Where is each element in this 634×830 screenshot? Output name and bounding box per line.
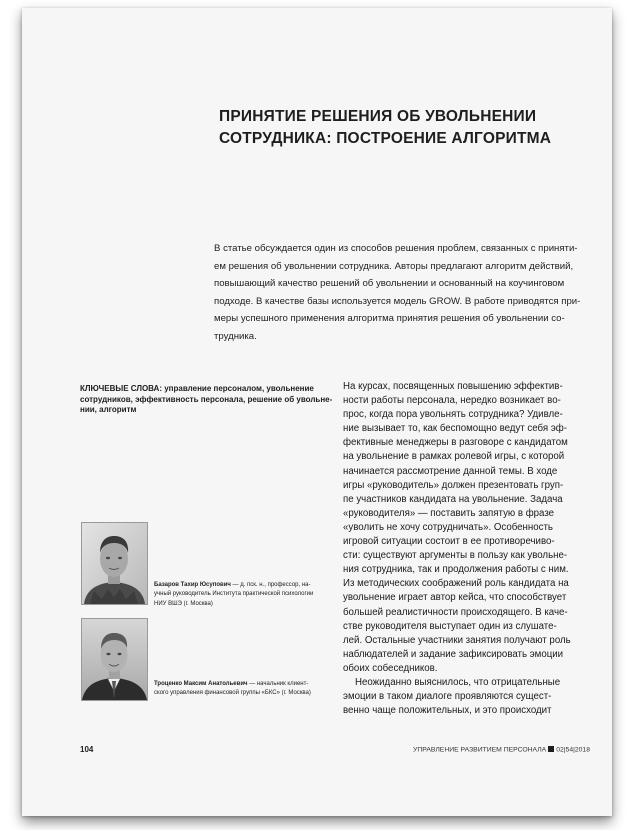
body-line: Неожиданно выяснилось, что отрицательные [355,676,561,688]
author-desc: учный руководитель Института практической психологии [154,591,314,598]
body-line: Из методических соображений роль кандидата на [343,578,569,590]
body-line: игры «руководитель» должен презентовать груп- [343,479,564,491]
body-line: на увольнение в рамках ролевой игры, с которой [343,451,565,463]
title-line: СОТРУДНИКА: ПОСТРОЕНИЕ АЛГОРИТМА [219,130,552,147]
body-line: ности работы персонала, нередко возникает во- [343,395,561,407]
body-line: венно чаще положительных, и это происходит [343,705,552,717]
abstract-line: трудника. [214,330,257,342]
body-line: прос, когда пора увольнять сотрудника? Удивле- [343,409,563,421]
keywords-line: нии, алгоритм [80,405,137,414]
author-bio [154,680,332,699]
journal-footer [413,746,590,754]
body-line: большей реалистичности происходящего. В каче- [343,606,568,618]
author-desc: НИУ ВШЭ (г. Москва) [154,600,213,607]
body-line: ния сотрудника, так и продолжения работы с ним. [343,564,569,576]
author-photo [81,522,148,605]
body-line: наблюдателей и задание зафиксировать эмоции [343,648,564,660]
article-abstract [214,240,614,346]
body-line: «руководителя» — поставить запятую в фразе [343,507,555,519]
body-line: ние вызывает то, как беспомощно ведут себя эф- [343,423,567,435]
journal-name: УПРАВЛЕНИЕ РАЗВИТИЕМ ПЕРСОНАЛА [413,746,547,754]
article-body [343,380,598,718]
body-line: пе участников кандидата на увольнение. Задача [343,493,563,505]
body-line: стве руководителя выступает один из слушате- [343,620,557,632]
article-title [219,106,579,150]
body-line: игровой ситуации состоит в ее противоречиво- [343,536,555,548]
body-line: начинается рассмотрение данной темы. В ходе [343,465,558,477]
keywords-line: КЛЮЧЕВЫЕ СЛОВА: управление персоналом, увольнение [80,384,314,393]
author-desc: ского управления финансовой группы «БКС» (г. Москва) [154,690,311,697]
author-desc: — начальник клиент- [249,681,309,687]
abstract-line: повышающий качество решений об увольнении и основанный на коучинговом [214,278,565,290]
page-number: 104 [80,745,94,754]
body-line: фективные менеджеры в разговоре с кандидатом [343,437,568,449]
abstract-line: ем решения об увольнении сотрудника. Авторы предлагают алгоритм действий, [214,260,574,272]
square-bullet-icon [548,746,554,752]
author-bio [154,581,332,609]
body-line: «уволить не хочу сотрудничать». Особенность [343,521,553,533]
body-line: лей. Остальные участники занятия получают роль [343,634,571,646]
body-line: сти: существуют аргументы в пользу как увольне- [343,550,568,562]
body-line: эмоции в таком диалоге проявляются сущест- [343,691,552,703]
title-line: ПРИНЯТИЕ РЕШЕНИЯ ОБ УВОЛЬНЕНИИ [219,108,537,125]
abstract-line: подходе. В качестве базы используется модель GROW. В работе приводятся при- [214,295,581,307]
abstract-line: В статье обсуждается один из способов решения проблем, связанных с приняти- [214,243,578,254]
body-line: На курсах, посвященных повышению эффектив- [343,381,563,392]
author-desc: — д. пск. н., профессор, на- [232,582,311,588]
body-line: обоих собеседников. [343,662,438,674]
issue-number: 02|54|2018 [556,746,590,754]
author-name: Базаров Тахир Юсупович [154,582,231,588]
body-line: увольнение играет автор кейса, что способствует [343,592,567,604]
keywords-line: сотрудников, эффективность персонала, решение об увольне- [80,394,333,404]
journal-page [22,8,612,816]
author-photo [81,618,148,701]
abstract-line: меры успешного применения алгоритма принятия решения об увольнении со- [214,313,565,325]
author-name: Троценко Максим Анатольевич [154,681,248,687]
keywords-block [80,384,340,416]
